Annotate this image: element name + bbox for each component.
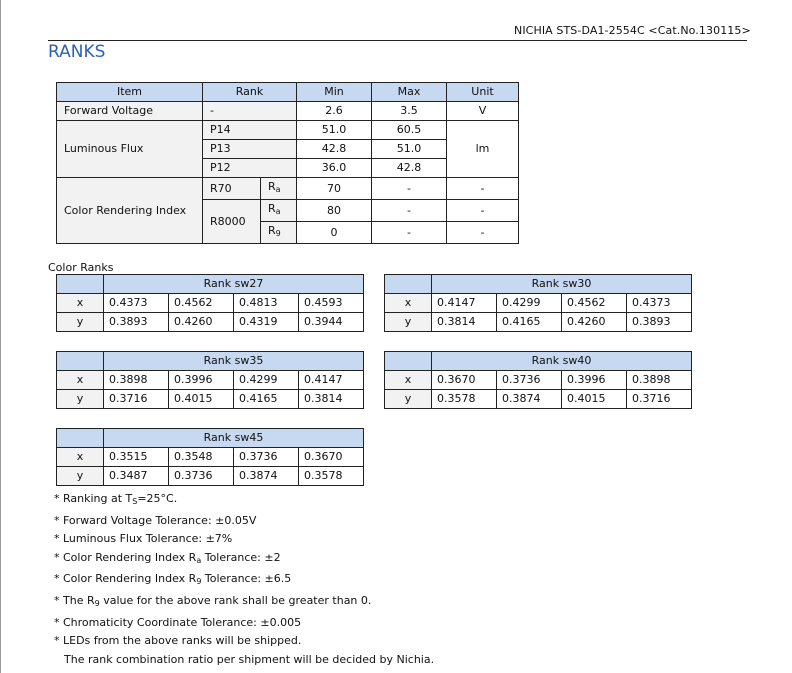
cri-rank-r8000: R8000 [203, 200, 261, 244]
cri-min-r70: 70 [297, 178, 372, 200]
table-cell: 0.3996 [169, 371, 234, 390]
document-header: NICHIA STS-DA1-2554C <Cat.No.130115> [514, 24, 751, 37]
rank-sw35-y-row [57, 390, 364, 409]
table-cell: 0.3515 [104, 448, 169, 467]
lf-min-p13: 42.8 [297, 140, 372, 159]
note-combination-ratio: The rank combination ratio per shipment will be decided by Nichia. [64, 652, 435, 666]
forward-voltage-item: Forward Voltage [57, 102, 203, 121]
ranks-table [56, 82, 519, 244]
cri-unit-r8000-r9: - [447, 222, 519, 244]
header-rule [48, 40, 747, 41]
table-cell: 0.4260 [562, 313, 627, 332]
note-luminous-flux-tolerance: * Luminous Flux Tolerance: ±7% [54, 532, 233, 546]
lf-max-p14: 60.5 [372, 121, 447, 140]
rank-sw30-table [384, 274, 692, 332]
rank-table-corner [385, 352, 432, 371]
rank-sw40-table [384, 351, 692, 409]
table-cell: 0.3814 [432, 313, 497, 332]
rank-sw35-table [56, 351, 364, 409]
rank-sw40-x-row [385, 371, 692, 390]
notes-list [54, 490, 434, 669]
table-cell: 0.4593 [299, 294, 364, 313]
y-label: y [57, 313, 104, 332]
cri-item: Color Rendering Index [57, 178, 203, 244]
forward-voltage-row [57, 102, 519, 121]
cri-min-r8000-ra: 80 [297, 200, 372, 222]
lf-max-p13: 51.0 [372, 140, 447, 159]
rank-table-corner [385, 275, 432, 294]
table-cell: 0.4165 [234, 390, 299, 409]
rank-sw27-table [56, 274, 364, 332]
rank-sw45-x-row [57, 448, 364, 467]
table-cell: 0.3736 [169, 467, 234, 486]
lf-min-p12: 36.0 [297, 159, 372, 178]
table-cell: 0.4147 [299, 371, 364, 390]
ranks-header-row [57, 83, 519, 102]
cri-row-r70 [57, 178, 519, 200]
rank-sw45-y-row [57, 467, 364, 486]
forward-voltage-min: 2.6 [297, 102, 372, 121]
cri-param-r8000-r9: $R_9$ [261, 222, 297, 244]
cri-param-r8000-ra: $R_a$ [261, 200, 297, 222]
rank-sw27-y-row [57, 313, 364, 332]
note-forward-voltage-tolerance: * Forward Voltage Tolerance: ±0.05V [54, 513, 257, 527]
table-cell: 0.3898 [627, 371, 692, 390]
rank-sw30-title: Rank sw30 [432, 275, 692, 294]
rank-sw45-title: Rank sw45 [104, 429, 364, 448]
y-label: y [385, 313, 432, 332]
color-ranks-label: Color Ranks [48, 261, 114, 274]
rank-sw27-title: Rank sw27 [104, 275, 364, 294]
table-cell: 0.4015 [169, 390, 234, 409]
cri-unit-r8000-ra: - [447, 200, 519, 222]
note-chromaticity-tolerance: * Chromaticity Coordinate Tolerance: ±0.005 [54, 615, 302, 629]
table-cell: 0.4299 [497, 294, 562, 313]
note-cri-ra-tolerance: * Color Rendering Index $R_a$ Tolerance: ±2 [54, 550, 281, 565]
rank-sw27-x-row [57, 294, 364, 313]
note-r9-value: * The $R_9$ value for the above rank shall be greater than 0. [54, 593, 372, 608]
luminous-flux-item: Luminous Flux [57, 121, 203, 178]
cri-max-r70: - [372, 178, 447, 200]
y-label: y [57, 467, 104, 486]
rank-sw30-x-row [385, 294, 692, 313]
rank-sw30-y-row [385, 313, 692, 332]
header-min: Min [297, 83, 372, 102]
rank-sw35-title: Rank sw35 [104, 352, 364, 371]
rank-sw40-y-row [385, 390, 692, 409]
rank-table-corner [57, 352, 104, 371]
rank-sw40-title: Rank sw40 [432, 352, 692, 371]
table-cell: 0.4260 [169, 313, 234, 332]
table-cell: 0.3670 [299, 448, 364, 467]
y-label: y [385, 390, 432, 409]
table-cell: 0.4373 [627, 294, 692, 313]
page-left-border [0, 0, 1, 673]
y-label: y [57, 390, 104, 409]
header-item: Item [57, 83, 203, 102]
table-cell: 0.3736 [497, 371, 562, 390]
rank-sw35-x-row [57, 371, 364, 390]
cri-max-r8000-ra: - [372, 200, 447, 222]
x-label: x [385, 294, 432, 313]
table-cell: 0.4562 [562, 294, 627, 313]
table-cell: 0.3814 [299, 390, 364, 409]
table-cell: 0.3736 [234, 448, 299, 467]
note-shipping: * LEDs from the above ranks will be shipped. [54, 634, 302, 648]
table-cell: 0.4147 [432, 294, 497, 313]
table-cell: 0.4319 [234, 313, 299, 332]
rank-table-corner [57, 275, 104, 294]
table-cell: 0.3578 [432, 390, 497, 409]
cri-max-r8000-r9: - [372, 222, 447, 244]
table-cell: 0.4165 [497, 313, 562, 332]
lf-rank-p13: P13 [203, 140, 297, 159]
header-max: Max [372, 83, 447, 102]
table-cell: 0.4813 [234, 294, 299, 313]
table-cell: 0.3716 [627, 390, 692, 409]
table-cell: 0.4299 [234, 371, 299, 390]
lf-max-p12: 42.8 [372, 159, 447, 178]
cri-min-r8000-r9: 0 [297, 222, 372, 244]
x-label: x [57, 294, 104, 313]
table-cell: 0.3716 [104, 390, 169, 409]
luminous-flux-row-p14 [57, 121, 519, 140]
table-cell: 0.3548 [169, 448, 234, 467]
luminous-flux-unit: lm [447, 121, 519, 178]
forward-voltage-unit: V [447, 102, 519, 121]
table-cell: 0.3996 [562, 371, 627, 390]
rank-table-corner [57, 429, 104, 448]
table-cell: 0.3893 [104, 313, 169, 332]
table-cell: 0.3670 [432, 371, 497, 390]
cri-unit-r70: - [447, 178, 519, 200]
table-cell: 0.3578 [299, 467, 364, 486]
page-title: RANKS [48, 42, 106, 62]
x-label: x [57, 371, 104, 390]
forward-voltage-max: 3.5 [372, 102, 447, 121]
header-rank: Rank [203, 83, 297, 102]
x-label: x [385, 371, 432, 390]
lf-rank-p14: P14 [203, 121, 297, 140]
table-cell: 0.3874 [234, 467, 299, 486]
table-cell: 0.4015 [562, 390, 627, 409]
header-unit: Unit [447, 83, 519, 102]
x-label: x [57, 448, 104, 467]
table-cell: 0.3898 [104, 371, 169, 390]
table-cell: 0.3874 [497, 390, 562, 409]
rank-sw45-table [56, 428, 364, 486]
note-cri-r9-tolerance: * Color Rendering Index $R_9$ Tolerance: ±6.5 [54, 572, 292, 587]
table-cell: 0.3944 [299, 313, 364, 332]
table-cell: 0.3893 [627, 313, 692, 332]
lf-min-p14: 51.0 [297, 121, 372, 140]
note-ranking-temperature: * Ranking at $T_S=25^\circ C$. [54, 492, 178, 506]
forward-voltage-rank: - [203, 102, 297, 121]
lf-rank-p12: P12 [203, 159, 297, 178]
table-cell: 0.4373 [104, 294, 169, 313]
table-cell: 0.3487 [104, 467, 169, 486]
cri-rank-r70: R70 [203, 178, 261, 200]
cri-param-r70: $R_a$ [261, 178, 297, 200]
table-cell: 0.4562 [169, 294, 234, 313]
